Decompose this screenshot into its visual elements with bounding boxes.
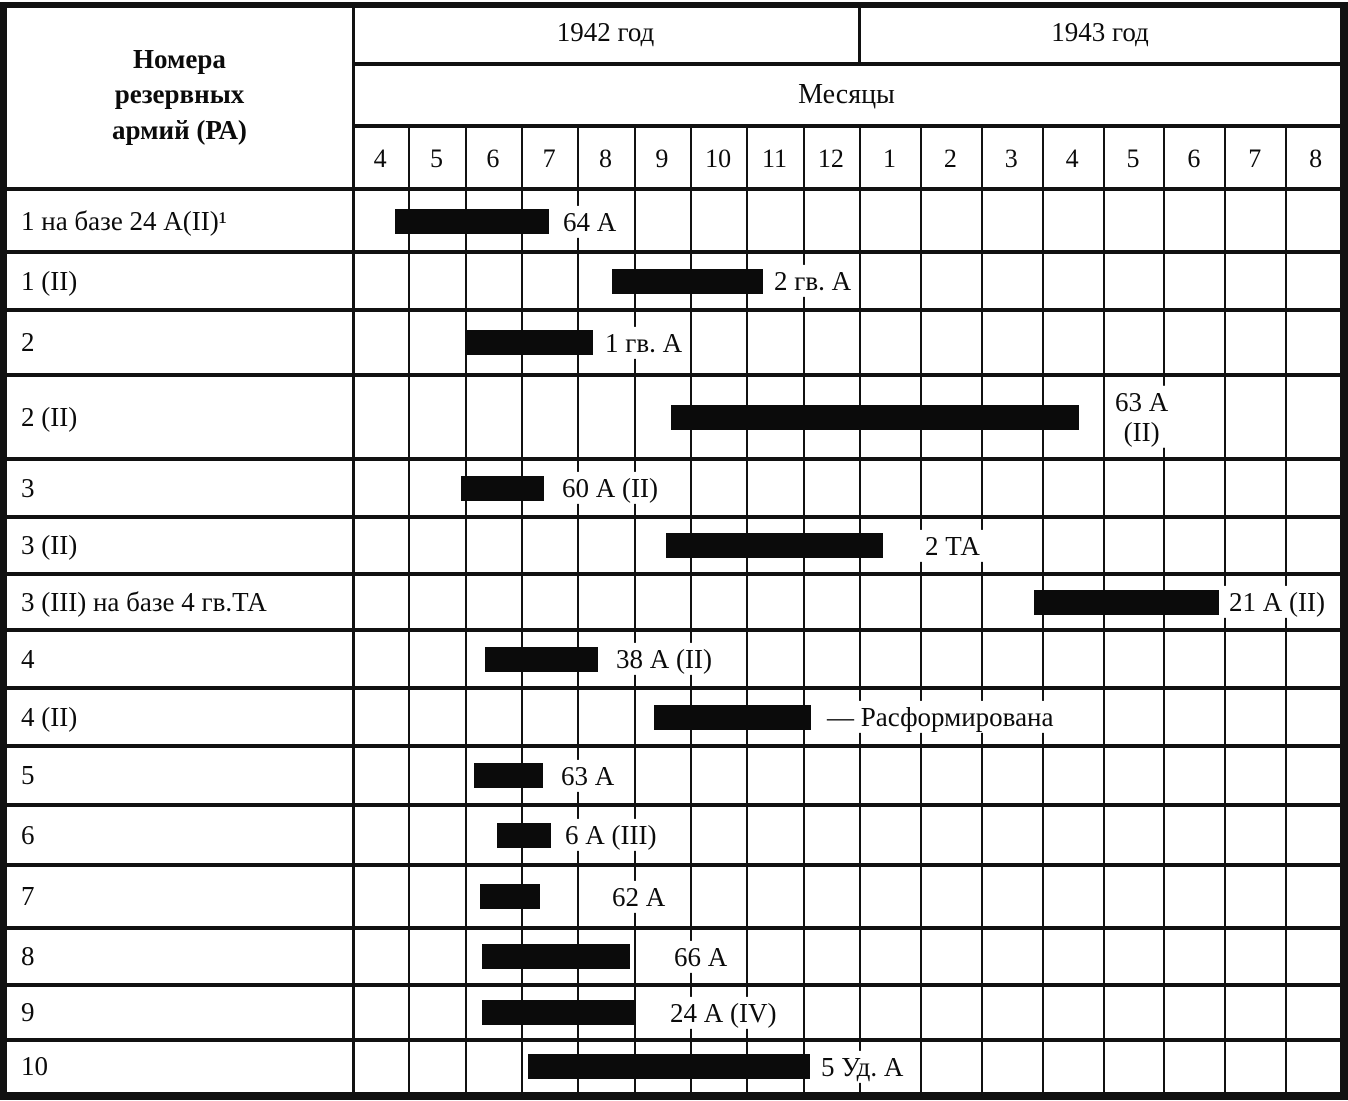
- month-cell: 9: [655, 143, 669, 173]
- bar-label: 38 А (II): [610, 643, 718, 675]
- bar-label-line: 63 А: [1115, 386, 1169, 417]
- gantt-bar: [482, 944, 630, 969]
- grid-line-vertical: [981, 126, 983, 1092]
- gantt-bar: [485, 647, 598, 672]
- year-row-separator: [352, 62, 1341, 66]
- month-cell: 4: [1065, 143, 1079, 173]
- gantt-bar: [612, 269, 763, 294]
- gantt-bar: [666, 533, 883, 558]
- bar-label: 63 А: [555, 760, 620, 792]
- month-cell: 7: [1248, 143, 1262, 173]
- bar-label: 60 А (II): [556, 472, 664, 504]
- table-border-top: [0, 2, 1348, 8]
- year-divider: [858, 2, 861, 64]
- month-cell: 6: [486, 143, 500, 173]
- row-header-title-line3: армий (РА): [112, 114, 247, 145]
- row-label: 5: [21, 760, 35, 790]
- month-cell: 2: [943, 143, 957, 173]
- row-header-title-line1: Номера: [133, 44, 226, 75]
- bar-label: 66 А: [668, 941, 733, 973]
- month-cell: 5: [1126, 143, 1140, 173]
- gantt-bar: [528, 1054, 810, 1079]
- row-label: 4 (II): [21, 701, 78, 732]
- grid-line-vertical: [465, 126, 467, 1092]
- row-label: 2 (II): [21, 401, 78, 432]
- bar-label: 64 А: [557, 206, 622, 238]
- row-header-title: [7, 2, 352, 188]
- gantt-bar: [461, 476, 544, 501]
- table-border-bottom: [0, 1092, 1348, 1100]
- row-label: 6: [21, 819, 35, 850]
- grid-line-vertical: [408, 126, 410, 1092]
- gantt-bar: [480, 884, 540, 909]
- gantt-bar: [1034, 590, 1219, 615]
- bar-label: 24 А (IV): [664, 997, 782, 1029]
- bar-label: — Расформирована: [821, 701, 1060, 733]
- row-label: 2: [21, 327, 35, 357]
- gantt-bar: [395, 209, 549, 234]
- month-cell: 3: [1004, 143, 1018, 173]
- month-cell: 8: [1309, 143, 1323, 173]
- month-cell: 10: [705, 143, 732, 173]
- year-header-1942: 1942 год: [556, 17, 655, 47]
- year-header-1943: 1943 год: [1051, 17, 1149, 47]
- month-cell: 4: [373, 143, 387, 173]
- row-label: 7: [21, 881, 35, 911]
- gantt-bar: [465, 330, 593, 355]
- month-cell: 8: [598, 143, 612, 173]
- month-cell: 7: [542, 143, 556, 173]
- table-border-left: [0, 2, 7, 1100]
- row-label: 3: [21, 472, 35, 503]
- row-label: 8: [21, 941, 35, 971]
- row-label: 4: [21, 643, 35, 674]
- row-header-title-line2: резервных: [114, 79, 245, 110]
- gantt-bar: [482, 1000, 636, 1025]
- bar-label: 21 А (II): [1223, 586, 1331, 618]
- row-label: 1 (II): [21, 265, 78, 296]
- grid-line-vertical: [920, 126, 922, 1092]
- bar-label: 1 гв. А: [599, 327, 688, 359]
- month-cell: 12: [817, 143, 844, 173]
- bar-label: 62 А: [606, 881, 671, 913]
- row-label: 3 (III) на базе 4 гв.ТА: [21, 586, 267, 617]
- bar-label: 2 гв. А: [768, 265, 857, 297]
- month-cell: 1: [882, 143, 896, 173]
- grid-line-vertical: [859, 126, 861, 1092]
- bar-label: 2 ТА: [919, 530, 986, 562]
- gantt-bar: [671, 405, 1079, 430]
- bar-label: [1109, 386, 1174, 448]
- month-cell: 11: [761, 143, 788, 173]
- bar-label: 5 Уд. А: [815, 1051, 909, 1083]
- months-header: Месяцы: [798, 79, 895, 110]
- gantt-bar: [654, 705, 811, 730]
- bar-label: 6 А (III): [559, 819, 662, 851]
- row-label: 1 на базе 24 А(II)¹: [21, 206, 227, 236]
- gantt-bar: [497, 823, 551, 848]
- month-cell: 5: [429, 143, 443, 173]
- gantt-bar: [474, 763, 543, 788]
- row-label: 9: [21, 997, 35, 1027]
- month-cell: 6: [1187, 143, 1201, 173]
- bar-label-line: (II): [1123, 417, 1160, 447]
- row-label: 3 (II): [21, 530, 78, 560]
- row-label: 10: [21, 1051, 48, 1081]
